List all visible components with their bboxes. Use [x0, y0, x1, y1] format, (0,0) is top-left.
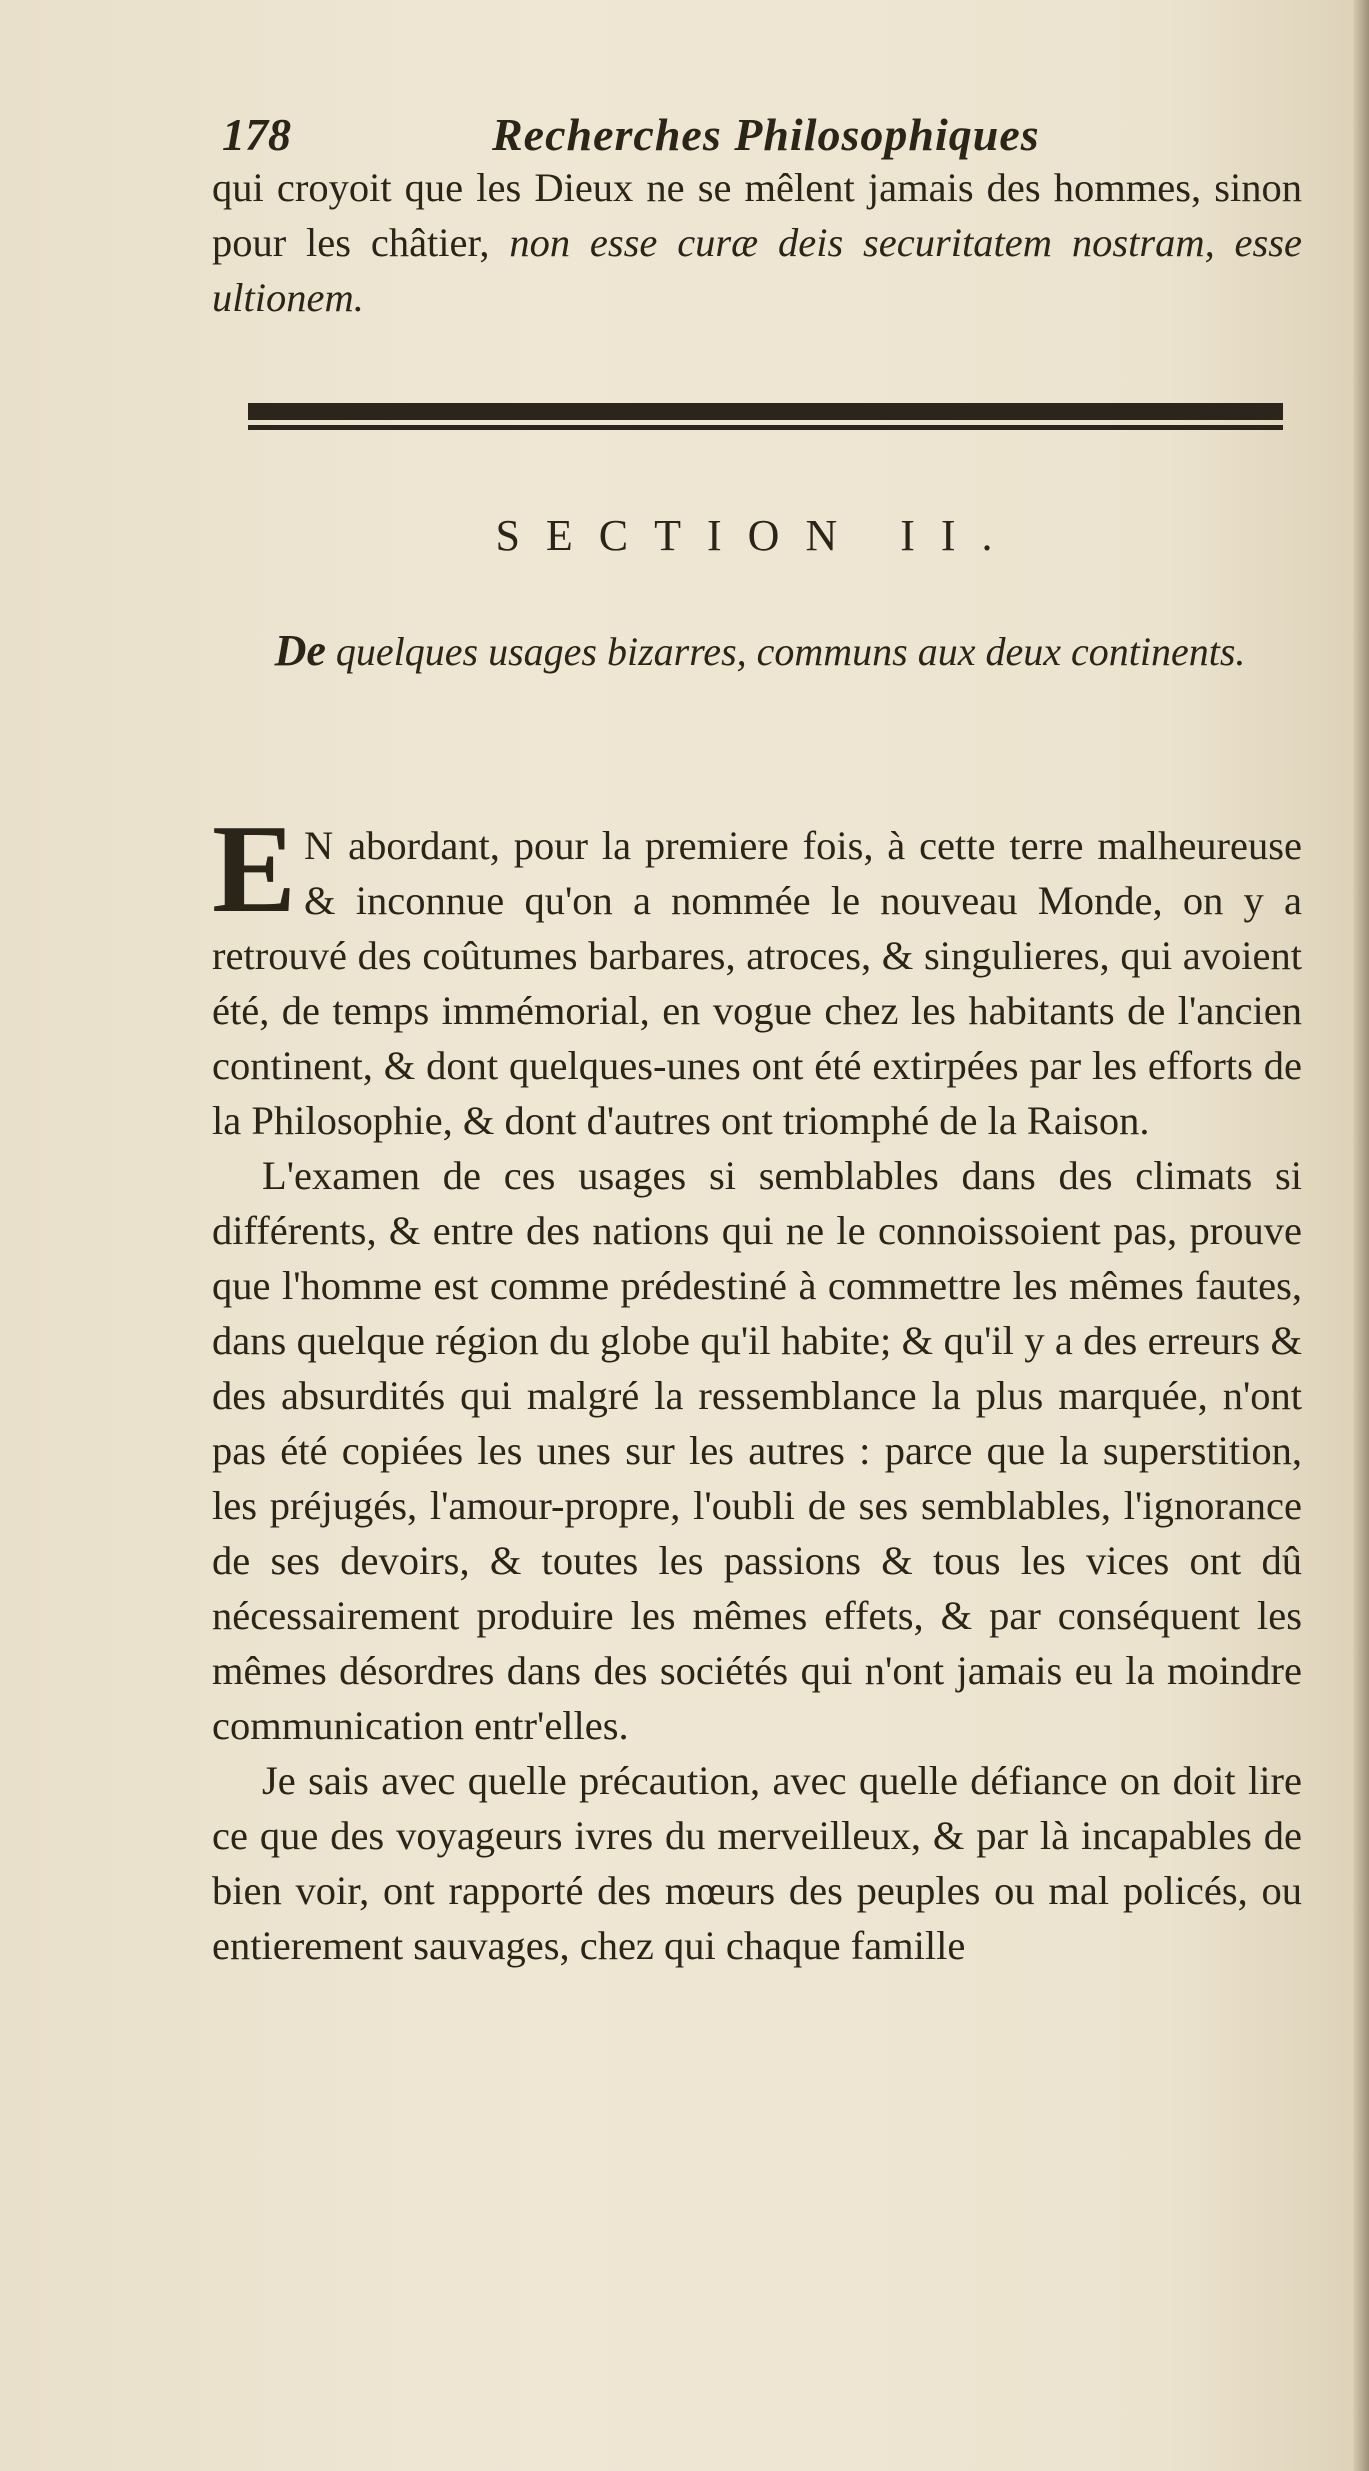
paragraph-1-text: abordant, pour la premiere fois, à cette terre malheureuse & inconnue qu'on a nommée le nouveau Monde, on y a retrouvé des coûtumes barbares, atroces, & singulieres, qui avoient été, de temps immémorial, en vogue chez les habitants de l'ancien continent, & dont quelques-unes ont été extirpées par les efforts de la Philosophie, & dont d'autres ont triomphé de la Raison.	[212, 823, 1302, 1143]
lead-paragraph	[212, 160, 1302, 325]
page-gutter-shadow	[1353, 0, 1369, 2471]
drop-cap: E	[212, 800, 297, 939]
paragraph-1	[212, 800, 1302, 1148]
section-title: SECTION II.	[495, 511, 1019, 560]
rule-thin-line	[248, 425, 1283, 430]
paragraph-3: Je sais avec quelle précaution, avec quelle défiance on doit lire ce que des voyageurs ivres du merveilleux, & par là incapables de bien voir, ont rapporté des mœurs des peuples ou mal policés, ou entierement sauvages, chez qui chaque famille	[212, 1758, 1302, 1968]
page-number: 178	[222, 109, 291, 160]
first-word: N	[304, 823, 335, 868]
subtitle-text: quelques usages bizarres, communs aux deux continents.	[325, 629, 1246, 674]
body-text	[212, 800, 1302, 1973]
page-header	[222, 108, 1222, 158]
latin-quotation: non esse curæ deis securitatem nostram, esse ultionem.	[212, 220, 1302, 320]
subtitle-lead-word: De	[274, 626, 326, 675]
section-rule	[248, 403, 1283, 433]
lead-roman-text: qui croyoit que les Dieux ne se mêlent jamais des hommes, sinon pour les châtier,	[212, 165, 1302, 265]
rule-thick-line	[248, 403, 1283, 420]
paragraph-2: L'examen de ces usages si semblables dans des climats si différents, & entre des nations qui ne le connoissoient pas, prouve que l'homme est comme prédestiné à commettre les mêmes fautes, dans quelque région du globe qu'il habite; & qu'il y a des erreurs & des absurdités qui malgré la ressemblance la plus marquée, n'ont pas été copiées les unes sur les autres : parce que la superstition, les préjugés, l'amour-propre, l'oubli de ses semblables, l'ignorance de ses devoirs, & toutes les passions & tous les vices ont dû nécessairement produire les mêmes effets, & par conséquent les mêmes désordres dans des sociétés qui n'ont jamais eu la moindre communication entr'elles.	[212, 1153, 1302, 1748]
section-subtitle	[240, 620, 1280, 683]
running-head: Recherches Philosophiques	[492, 109, 1040, 160]
